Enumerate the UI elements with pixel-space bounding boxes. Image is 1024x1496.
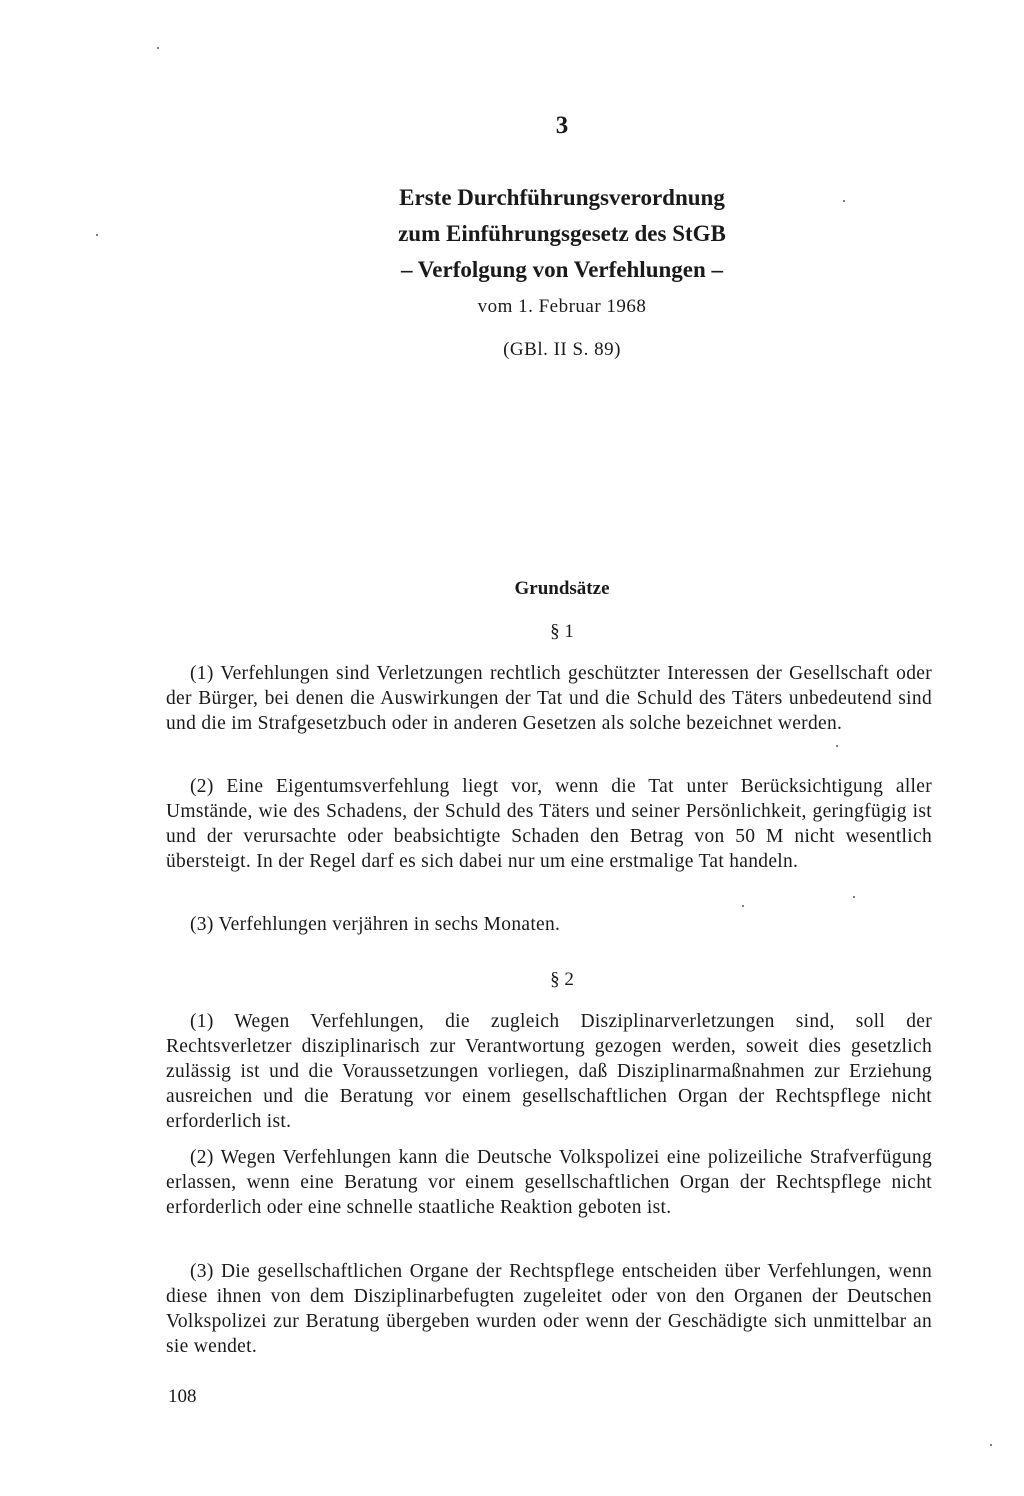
clause [166,1145,932,1220]
title-line: zum Einführungsgesetz des StGB [398,221,726,246]
gazette-reference: (GBl. II S. 89) [503,339,621,360]
paragraph-sign: § 1 [550,621,574,642]
scan-speck [836,745,838,747]
clause-text: (1) Verfehlungen sind Verletzungen rechtlich geschützter Interessen der Gesellschaft oder der Bürger, bei denen die Auswirkungen der Tat und die Schuld des Täters unbedeutend sind und die im Strafgesetzbuch oder in anderen Gesetzen als solche bezeichnet werden. [166,663,932,734]
document-number: 3 [555,112,569,139]
scan-speck [990,1444,992,1446]
title-line: – Verfolgung von Verfehlungen – [400,257,724,282]
page-number: 108 [168,1386,197,1407]
clause [166,1259,932,1359]
paragraph-sign: § 2 [550,969,574,990]
scan-speck [742,905,744,907]
clause-text: (2) Eine Eigentumsverfehlung liegt vor, wenn die Tat unter Berücksichtigung aller Umstände, wie des Schadens, der Schuld des Täters und seiner Persönlichkeit, geringfügig ist und der verursachte oder beabsichtigte Schaden den Betrag von 50 M nicht wesentlich übersteigt. In der Regel darf es sich dabei nur um eine erstmalige Tat handeln. [166,776,932,872]
scan-speck [96,234,98,236]
title-line: Erste Durchführungsverordnung [399,185,725,210]
clause [166,1009,932,1134]
scan-speck [843,200,845,202]
clause [166,912,932,937]
document-date: vom 1. Februar 1968 [477,296,647,317]
scan-speck [157,47,159,49]
scan-speck [853,896,855,898]
clause-text: (2) Wegen Verfehlungen kann die Deutsche Volkspolizei eine polizeiliche Strafverfügung erlassen, wenn eine Beratung vor einem gesellschaftlichen Organ der Rechtspflege nicht erforderlich oder eine schnelle staatliche Reaktion geboten ist. [166,1147,932,1218]
clause-text: (3) Verfehlungen verjähren in sechs Monaten. [190,914,561,935]
clause-text: (3) Die gesellschaftlichen Organe der Rechtspflege entscheiden über Verfehlungen, wenn diese ihnen von dem Disziplinarbefugten zugeleitet oder von den Organen der Deutschen Volkspolizei zur Beratung übergeben wurden oder wenn der Geschädigte sich unmittelbar an sie wendet. [166,1261,932,1357]
document-title [0,180,1024,288]
section-heading: Grundsätze [514,578,610,599]
clause-text: (1) Wegen Verfehlungen, die zugleich Disziplinarverletzungen sind, soll der Rechtsverletzer disziplinarisch zur Verantwortung gezogen werden, soweit dies gesetzlich zulässig ist und die Voraussetzungen vorliegen, daß Disziplinarmaßnahmen zur Erziehung ausreichen und die Beratung vor einem gesellschaftlichen Organ der Rechtspflege nicht erforderlich ist. [166,1011,932,1132]
clause [166,661,932,736]
clause [166,774,932,874]
